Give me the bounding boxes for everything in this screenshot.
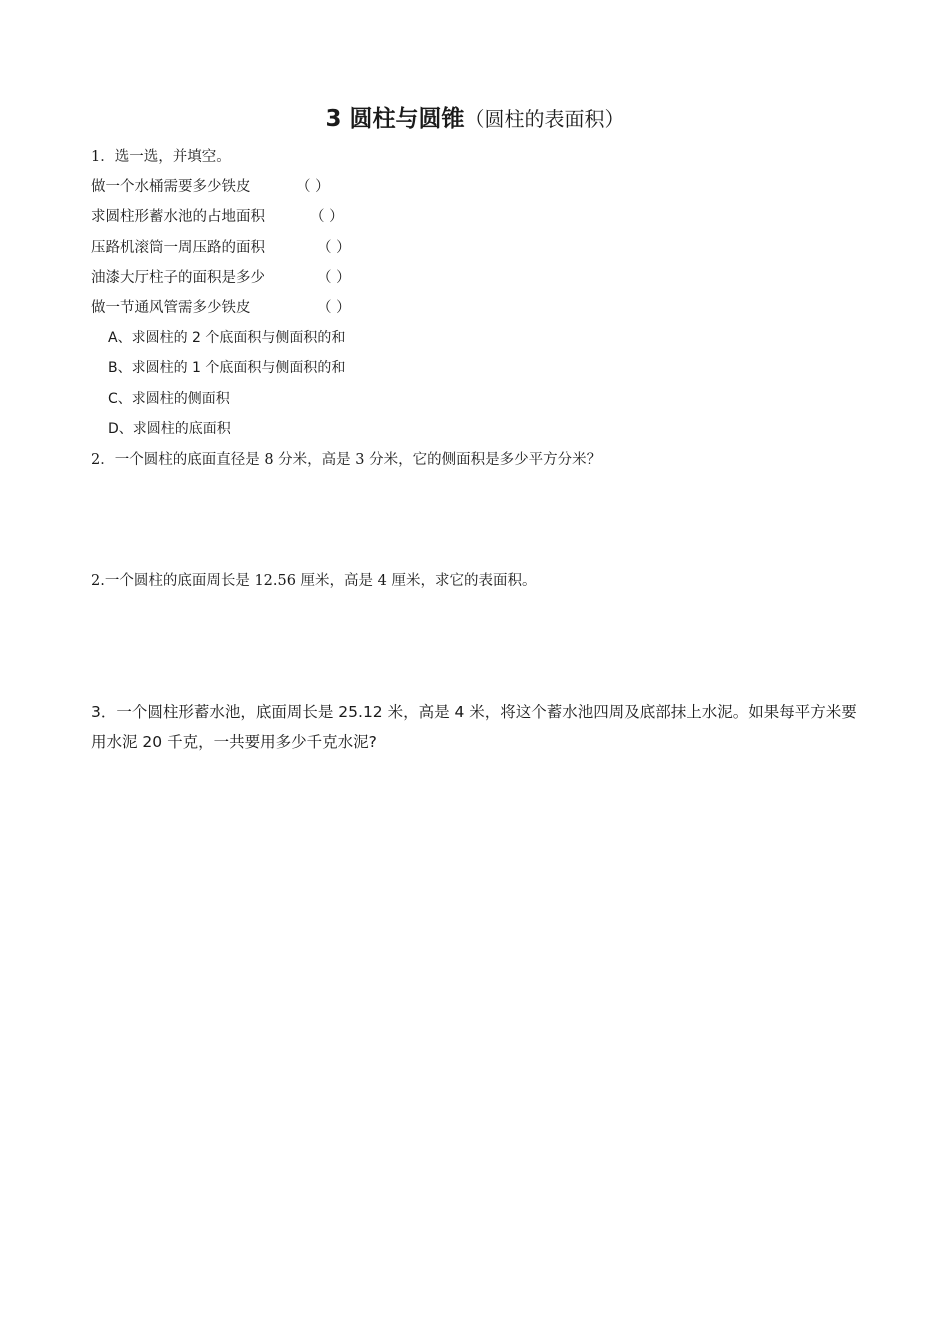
q1-answer-blank[interactable]: （ ） (317, 300, 351, 316)
q1-option-b: B、求圆柱的 1 个底面积与侧面积的和 (108, 360, 346, 376)
q1-answer-blank[interactable]: （ ） (317, 240, 351, 256)
question-2b: 2.一个圆柱的底面周长是 12.56 厘米，高是 4 厘米，求它的表面积。 (91, 573, 537, 589)
q1-answer-blank[interactable]: （ ） (317, 270, 351, 286)
q1-option-d: D、求圆柱的底面积 (108, 421, 231, 437)
q1-item-text: 做一节通风管需多少铁皮 (91, 300, 251, 316)
q1-option-c: C、求圆柱的侧面积 (108, 391, 230, 407)
question-3: 3．一个圆柱形蓄水池，底面周长是 25.12 米，高是 4 米，将这个蓄水池四周及底部抹上水泥。如果每平方米要用水泥 20 千克，一共要用多少千克水泥? (91, 703, 857, 751)
q1-item-text: 求圆柱形蓄水池的占地面积 (91, 209, 265, 225)
q1-item-text: 做一个水桶需要多少铁皮 (91, 179, 251, 195)
page-title (0, 100, 950, 133)
q1-item-text: 油漆大厅柱子的面积是多少 (91, 270, 265, 286)
q1-item-text: 压路机滚筒一周压路的面积 (91, 240, 265, 256)
title-subtitle: （圆柱的表面积） (464, 107, 625, 131)
title-main: 3 圆柱与圆锥 (325, 106, 465, 132)
question-2a: 2．一个圆柱的底面直径是 8 分米，高是 3 分米，它的侧面积是多少平方分米？ (91, 452, 602, 468)
q1-answer-blank[interactable]: （ ） (310, 209, 344, 225)
q1-answer-blank[interactable]: （ ） (296, 179, 330, 195)
q1-option-a: A、求圆柱的 2 个底面积与侧面积的和 (108, 330, 346, 346)
question-1-heading: 1．选一选，并填空。 (91, 149, 231, 165)
